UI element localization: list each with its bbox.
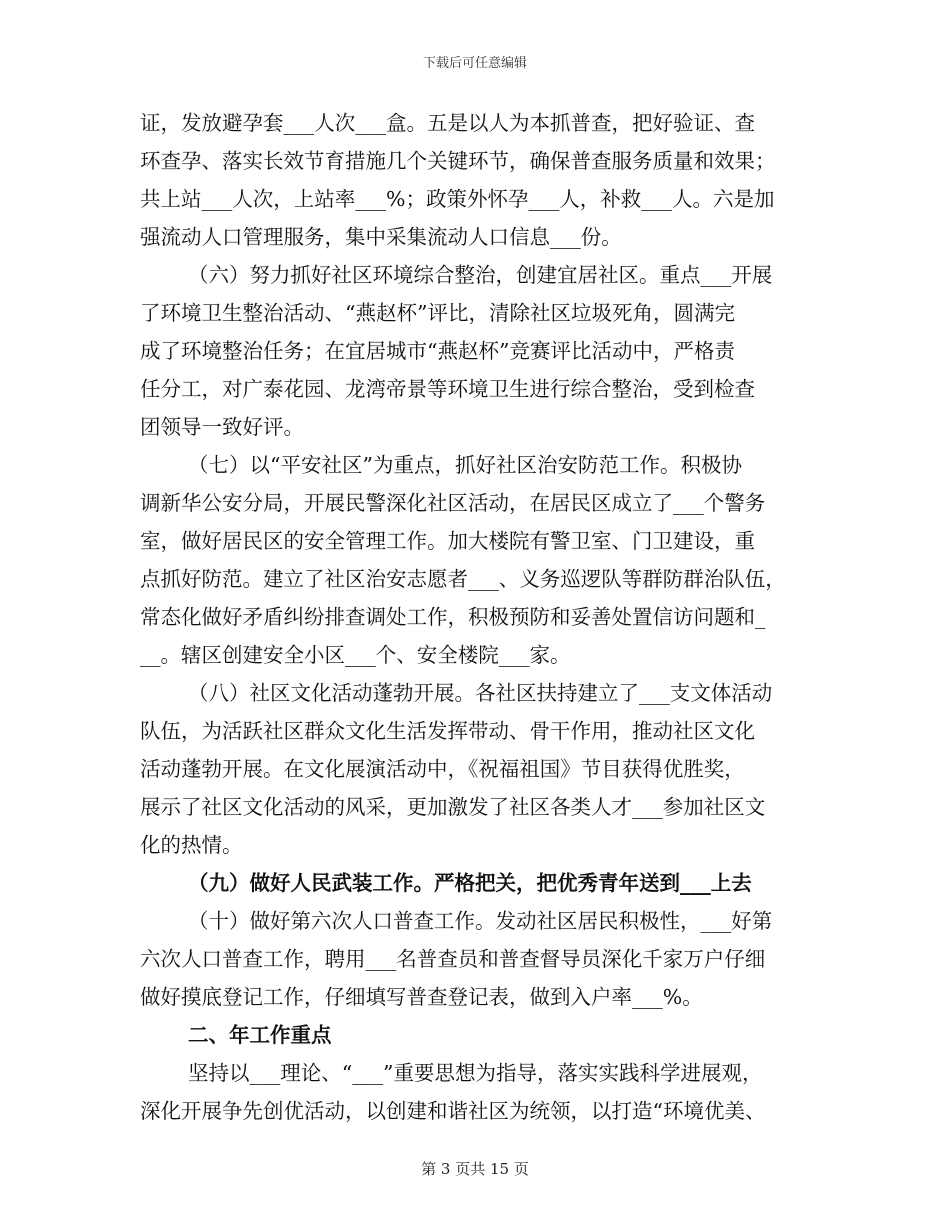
text-line: 六次人口普查工作，聘用___名普查员和普查督导员深化千家万户仔细 xyxy=(140,947,766,971)
text-line: 队伍，为活跃社区群众文化生活发挥带动、骨干作用，推动社区文化 xyxy=(140,719,755,743)
text-line: 化的热情。 xyxy=(140,833,243,857)
document-body xyxy=(140,104,812,1130)
text-line: 了环境卫生整治活动、“燕赵杯”评比，清除社区垃圾死角，圆满完 xyxy=(140,301,735,325)
text-line: 活动蓬勃开展。在文化展演活动中，《祝福祖国》节目获得优胜奖， xyxy=(140,757,745,781)
text-line: 常态化做好矛盾纠纷排查调处工作，积极预防和妥善处置信访问题和_ xyxy=(140,605,766,629)
text-line: 做好摸底登记工作，仔细填写普查登记表，做到入户率___%。 xyxy=(140,985,703,1009)
text-line: 环查孕、落实长效节育措施几个关键环节，确保普查服务质量和效果； xyxy=(140,149,776,173)
text-line: 点抓好防范。建立了社区治安志愿者___、义务巡逻队等群防群治队伍， xyxy=(140,567,786,591)
text-line: 证，发放避孕套___人次___盒。五是以人为本抓普查，把好验证、查 xyxy=(140,111,755,135)
section-heading: 二、年工作重点 xyxy=(188,1023,332,1047)
text-line: 成了环境整治任务；在宜居城市“燕赵杯”竞赛评比活动中，严格责 xyxy=(140,339,735,363)
paragraph-start-line: 坚持以___理论、“___”重要思想为指导，落实实践科学进展观， xyxy=(188,1061,763,1085)
text-line: 强流动人口管理服务，集中采集流动人口信息___份。 xyxy=(140,225,622,249)
paragraph-start-line: （七）以“平安社区”为重点，抓好社区治安防范工作。积极协 xyxy=(188,453,742,477)
text-line: 共上站___人次，上站率___%；政策外怀孕___人，补救___人。六是加 xyxy=(140,187,775,211)
text-line: 团领导一致好评。 xyxy=(140,415,304,439)
paragraph-start-line: （十）做好第六次人口普查工作。发动社区居民积极性，___好第 xyxy=(188,909,773,933)
text-line: 调新华公安分局，开展民警深化社区活动，在居民区成立了___个警务 xyxy=(140,491,766,515)
text-line: 深化开展争先创优活动，以创建和谐社区为统领，以打造“环境优美、 xyxy=(140,1099,766,1123)
page-header: 下载后可任意编辑 xyxy=(422,56,527,71)
text-line: 任分工，对广泰花园、龙湾帝景等环境卫生进行综合整治，受到检查 xyxy=(140,377,755,401)
bold-heading-line: （九）做好人民武装工作。严格把关，把优秀青年送到___上去 xyxy=(188,871,752,895)
paragraph-start-line: （八）社区文化活动蓬勃开展。各社区扶持建立了___支文体活动 xyxy=(188,681,773,705)
text-line: 室，做好居民区的安全管理工作。加大楼院有警卫室、门卫建设，重 xyxy=(140,529,755,553)
paragraph-start-line: （六）努力抓好社区环境综合整治，创建宜居社区。重点___开展 xyxy=(188,263,773,287)
page-footer: 第 3 页共 15 页 xyxy=(421,1160,529,1178)
text-line: 展示了社区文化活动的风采，更加激发了社区各类人才___参加社区文 xyxy=(140,795,766,819)
text-line: __。辖区创建安全小区___个、安全楼院___家。 xyxy=(140,643,571,667)
